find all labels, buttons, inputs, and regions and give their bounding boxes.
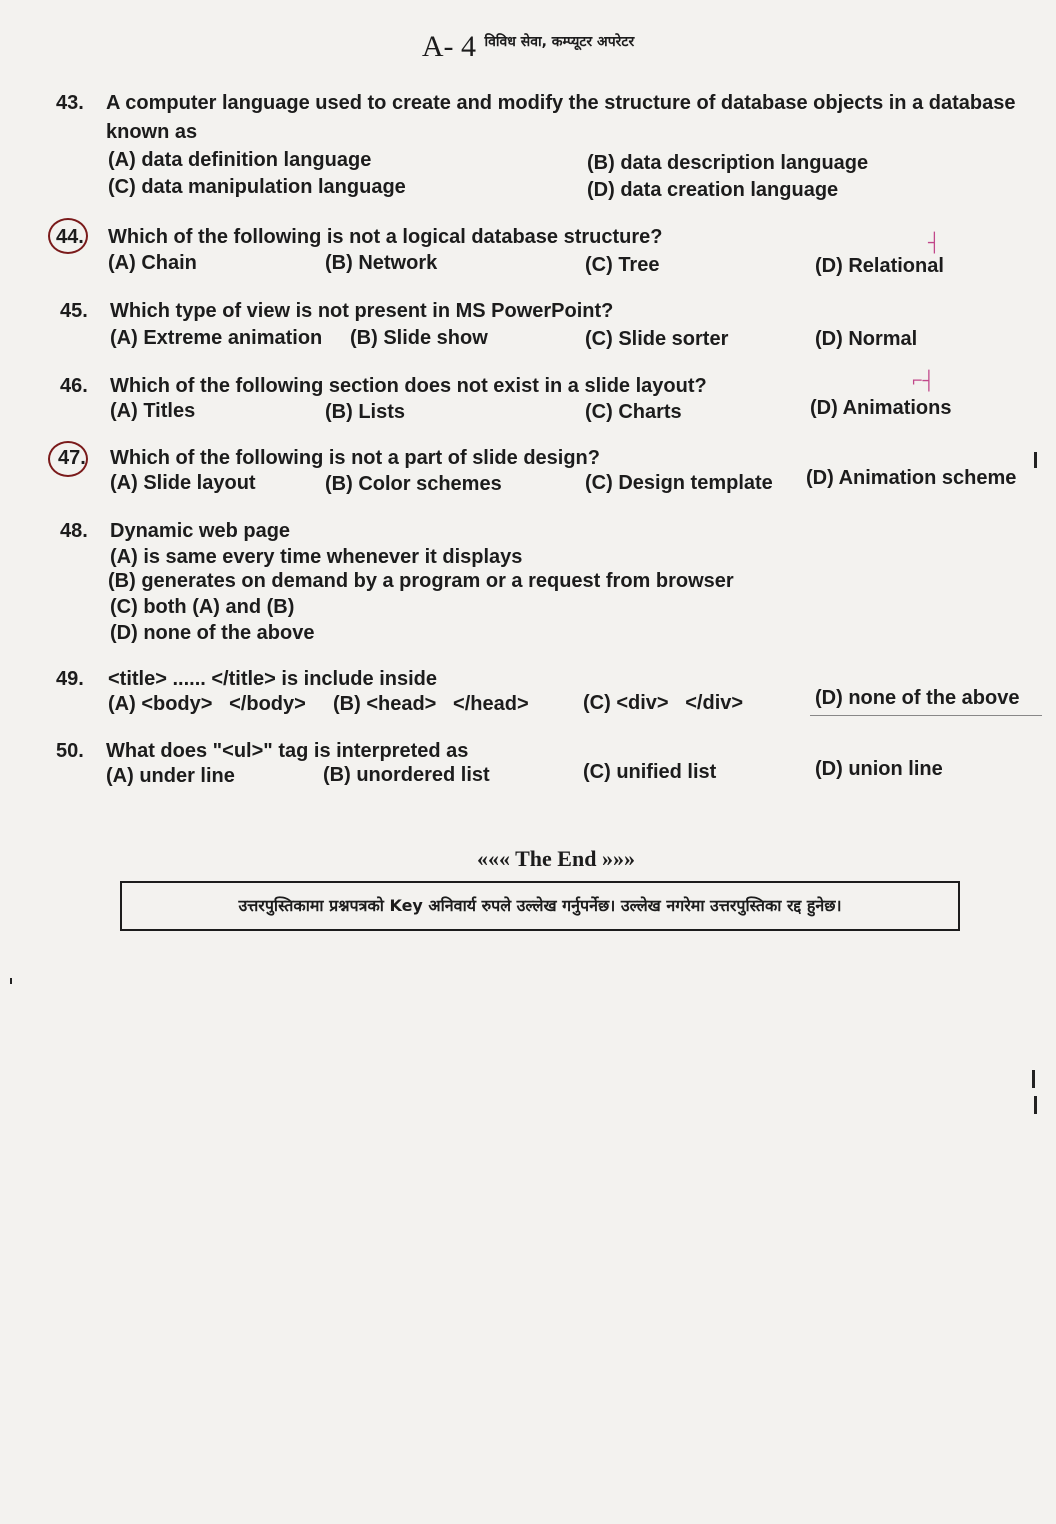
option-b: (B) Lists [325, 401, 405, 423]
option-b: (B) generates on demand by a program or a request from browser [108, 570, 734, 592]
option-a: (A) Extreme animation [110, 327, 323, 349]
option-d: (D) Relational [815, 255, 944, 277]
option-c: (C) Charts [585, 401, 682, 423]
question-stem-continued: known as [106, 121, 198, 143]
question-number: 48. [60, 520, 88, 542]
option-c: (C) Tree [585, 254, 660, 276]
question-stem: Which of the following section does not exist in a slide layout? [110, 375, 707, 397]
option-c: (C) Design template [585, 472, 773, 494]
question-stem: Which of the following is not a part of slide design? [110, 447, 600, 469]
option-d: (D) union line [815, 758, 943, 780]
option-c: (C) Slide sorter [585, 328, 729, 350]
exam-subtitle: विविध सेवा, कम्प्यूटर अपरेटर [484, 34, 635, 50]
tick-mark: ┤ [928, 232, 941, 252]
question-stem: Which type of view is not present in MS PowerPoint? [110, 300, 614, 322]
question-number: 43. [56, 92, 84, 114]
option-d: (D) none of the above [110, 622, 315, 644]
tick-mark: ⌐┤ [912, 370, 936, 390]
option-a: (A) is same every time whenever it displays [110, 546, 523, 568]
option-c: (C) both (A) and (B) [110, 596, 295, 618]
option-a: (A) Chain [108, 252, 197, 274]
scan-mark [10, 978, 12, 984]
option-a: (A) Slide layout [110, 472, 256, 494]
option-b: (B) Network [325, 252, 438, 274]
question-stem: What does "<ul>" tag is interpreted as [106, 740, 469, 762]
page-header [0, 30, 1056, 64]
page-code: A- 4 [421, 30, 476, 63]
option-b: (B) unordered list [323, 764, 490, 786]
option-a: (A) under line [106, 765, 235, 787]
option-b: (B) Slide show [350, 327, 488, 349]
question-stem: Which of the following is not a logical database structure? [108, 226, 663, 248]
option-a: (A) <body> </body> [108, 693, 306, 715]
option-b: (B) Color schemes [325, 473, 502, 495]
option-a: (A) Titles [110, 400, 196, 422]
option-a: (A) data definition language [108, 149, 372, 171]
question-number: 49. [56, 668, 84, 690]
option-b: (B) <head> </head> [333, 693, 529, 715]
question-number: 47. [58, 447, 86, 469]
option-c: (C) data manipulation language [108, 176, 406, 198]
end-marker: ««« The End »»» [477, 846, 635, 871]
option-d: (D) data creation language [587, 179, 839, 201]
scan-mark [1034, 452, 1037, 468]
option-d: (D) none of the above [815, 687, 1020, 709]
question-stem: Dynamic web page [110, 520, 291, 542]
question-stem: A computer language used to create and modify the structure of database objects in a database [106, 92, 1016, 114]
option-d: (D) Animation scheme [806, 467, 1017, 489]
question-number: 50. [56, 740, 84, 762]
option-c: (C) <div> </div> [583, 692, 744, 714]
question-stem: <title> ...... </title> is include inside [108, 668, 437, 690]
question-number: 46. [60, 375, 88, 397]
instruction-box: उत्तरपुस्तिकामा प्रश्नपत्रको Key अनिवार्य रुपले उल्लेख गर्नुपर्नेछ। उल्लेख नगरेमा उत्तरपुस्तिका रद्द हुनेछ। [120, 881, 960, 931]
option-d: (D) Normal [815, 328, 918, 350]
option-c: (C) unified list [583, 761, 717, 783]
option-d: (D) Animations [810, 397, 952, 419]
question-number: 44. [56, 226, 84, 248]
underline-mark [810, 715, 1042, 716]
option-b: (B) data description language [587, 152, 869, 174]
scan-mark [1034, 1096, 1037, 1114]
scan-mark [1032, 1070, 1035, 1088]
question-number: 45. [60, 300, 88, 322]
